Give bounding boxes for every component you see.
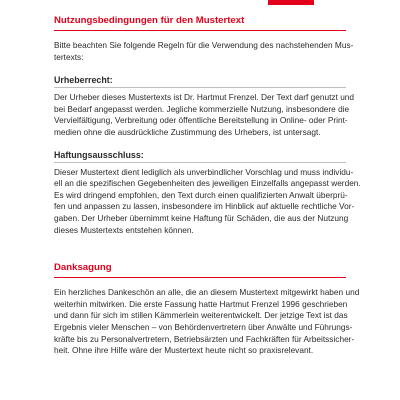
copyright-line: bei Bedarf angepasst werden. Jegliche kommerzielle Nutzung, insbesondere die	[54, 103, 350, 114]
liability-paragraph	[54, 166, 361, 237]
thanks-line: kräfte bis zu Personalvertretern, Betriebsärzten und Fachkräften für Arbeitssicher-	[54, 333, 355, 344]
copyright-block	[54, 74, 355, 138]
thanks-section	[54, 261, 360, 357]
terms-intro	[54, 40, 354, 63]
thanks-heading: Danksagung	[54, 262, 112, 274]
thanks-line: Ergebnis vieler Menschen – von Behördenvertretern über Anwälte und Führungs-	[54, 321, 353, 332]
document-page	[54, 14, 361, 357]
terms-heading: Nutzungsbedingungen für den Mustertext	[54, 15, 245, 26]
intro-line: tertexts:	[54, 51, 84, 62]
liability-block	[54, 149, 361, 237]
thanks-line: weiterhin mitwirken. Die erste Fassung hatte Hartmut Frenzel 1996 geschrieben	[54, 298, 348, 309]
thanks-paragraph	[54, 287, 360, 357]
copyright-paragraph	[54, 92, 355, 138]
copyright-heading-rule	[54, 87, 346, 88]
copyright-line: Vervielfältigung, Verbreitung oder öffentliche Bereitstellung in Online- oder Print-	[54, 115, 348, 126]
terms-section	[54, 14, 361, 236]
top-accent-strip	[268, 0, 314, 5]
liability-line: Es wird dringend empfohlen, den Text durch einen qualifizierten Anwalt überprü-	[54, 189, 348, 200]
liability-line: fen und anpassen zu lassen, insbesondere im Hinblick auf aktuelle rechtliche Vor-	[54, 201, 355, 212]
liability-line: ell an die spezifischen Gegebenheiten des jeweiligen Einzelfalls angepasst werden.	[54, 178, 361, 189]
terms-heading-rule	[54, 30, 346, 31]
liability-line: gaben. Der Urheber übernimmt keine Haftung für Schäden, die aus der Nutzung	[54, 212, 349, 223]
thanks-heading-rule	[54, 277, 346, 278]
intro-line: Bitte beachten Sie folgende Regeln für die Verwendung des nachstehenden Mus-	[54, 40, 354, 50]
thanks-line: und dann für sich im stillen Kämmerlein weiterentwickelt. Der jetzige Text ist das	[54, 310, 348, 321]
liability-heading-rule	[54, 162, 346, 163]
copyright-line: Der Urheber dieses Mustertexts ist Dr. Hartmut Frenzel. Der Text darf genutzt und	[54, 92, 355, 103]
thanks-line: Ein herzliches Dankeschön an alle, die an diesem Mustertext mitgewirkt haben und	[54, 287, 360, 298]
liability-line: dieses Mustertexts entstehen können.	[54, 224, 194, 235]
liability-heading: Haftungsausschluss:	[54, 149, 144, 160]
copyright-line: medien ohne die ausdrückliche Zustimmung des Urhebers, ist untersagt.	[54, 126, 321, 137]
liability-line: Dieser Mustertext dient lediglich als unverbindlicher Vorschlag und muss individu-	[54, 166, 354, 177]
thanks-line: heit. Ohne ihre Hilfe wäre der Mustertext heute nicht so praxisrelevant.	[54, 345, 314, 356]
copyright-heading: Urheberrecht:	[54, 75, 113, 86]
